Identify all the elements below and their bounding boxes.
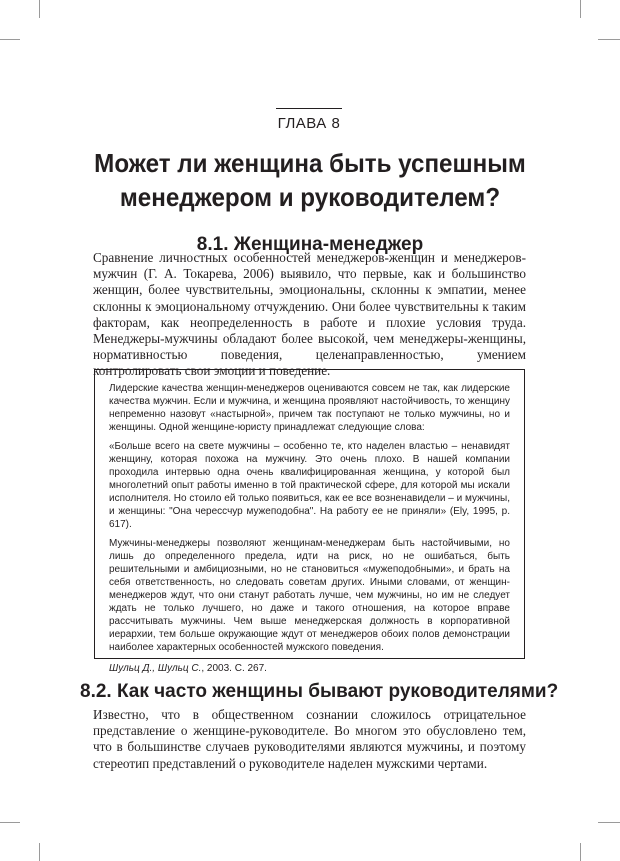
crop-mark-bottom-left-h <box>0 822 20 823</box>
section-1-title: 8.1. Женщина-менеджер <box>196 234 424 255</box>
chapter-title <box>78 146 543 214</box>
crop-mark-top-left-v <box>39 0 40 18</box>
box-paragraph-3: Мужчины-менеджеры позволяют женщинам-менеджерам быть настойчивыми, но лишь до определенного предела, идти на риск, но не ошибаться, быть решительными и амбициозными, но не становиться «мужеподобными», и брать на себя ответственность, но следовать советам других. Иными словами, от женщин-менеджеров ждут, что они станут работать лучше, чем мужчины, но им не следует ждать не только лучшего, но даже и такого отношения, на которое вправе рассчитывать мужчины. Чем выше менеджерская должность в корпоративной иерархии, тем больше окружающие ждут от менеджеров обоих полов демонстрации наиболее характерных особенностей мужского поведения. <box>109 538 510 653</box>
section-2-title: 8.2. Как часто женщины бывают руководителями? <box>80 681 559 702</box>
box-source <box>109 662 510 675</box>
quote-box <box>94 369 525 674</box>
box-paragraph-1: Лидерские качества женщин-менеджеров оцениваются совсем не так, как лидерские качества мужчин. Если и мужчина, и женщина проявляют настойчивость, то женщину непременно назовут «настырной», причем так поступают не только мужчины, но и женщины. Одной женщине-юристу принадлежат следующие слова: <box>109 383 510 433</box>
box-source-authors: Шульц Д., Шульц С. <box>109 663 202 674</box>
box-paragraph-2-quote: «Больше всего на свете мужчины – особенно те, кто наделен властью – ненавидят женщину, которая похожа на мужчину. Это очень плохо. В нашей компании проходила интервью одна очень квалифицированная женщина, у которой был многолетний опыт работы именно в той практической сфере, для которой мы искали исполнителя. Но стоило ей только появиться, как ее все возненавидели – и мужчины, и женщины: "Она черессчур мужеподобна". На работу ее не приняли» (Ely, 1995, p. 617). <box>109 441 510 530</box>
crop-mark-bottom-left-v <box>39 843 40 861</box>
section-2-paragraph: Известно, что в общественном сознании сложилось отрицательное представление о женщине-руководителе. Во многом это обусловлено тем, что в большинстве случаев руководителями являются мужчины, и поэтому стереотип представлений о руководителе наделен мужскими чертами. <box>93 707 526 771</box>
section-1-paragraph: Сравнение личностных особенностей менеджеров-женщин и менеджеров-мужчин (Г. А. Токарева, 2006) выявило, что первые, как и большинство женщин, более чувствительны, эмоциональны, склонны к эмпатии, менее склонны к эмоциональному отчуждению. Они более чувствительны к таким факторам, как неопределенность в работе и плохие условия труда. Менеджеры-мужчины обладают более высокой, чем менеджеры-женщины, нормативностью поведения, целенаправленностью, умением контролировать свои эмоции и поведение. <box>93 250 526 379</box>
chapter-title-line-1: Может ли женщина быть успешным <box>94 148 526 178</box>
crop-mark-top-left-h <box>0 39 20 40</box>
crop-mark-top-right-v <box>580 0 581 18</box>
crop-mark-bottom-right-h <box>598 822 620 823</box>
crop-mark-bottom-right-v <box>580 843 581 861</box>
chapter-label: ГЛАВА 8 <box>276 108 342 132</box>
box-source-rest: , 2003. С. 267. <box>201 663 267 674</box>
chapter-title-line-2: менеджером и руководителем? <box>119 182 501 212</box>
crop-mark-top-right-h <box>598 39 620 40</box>
